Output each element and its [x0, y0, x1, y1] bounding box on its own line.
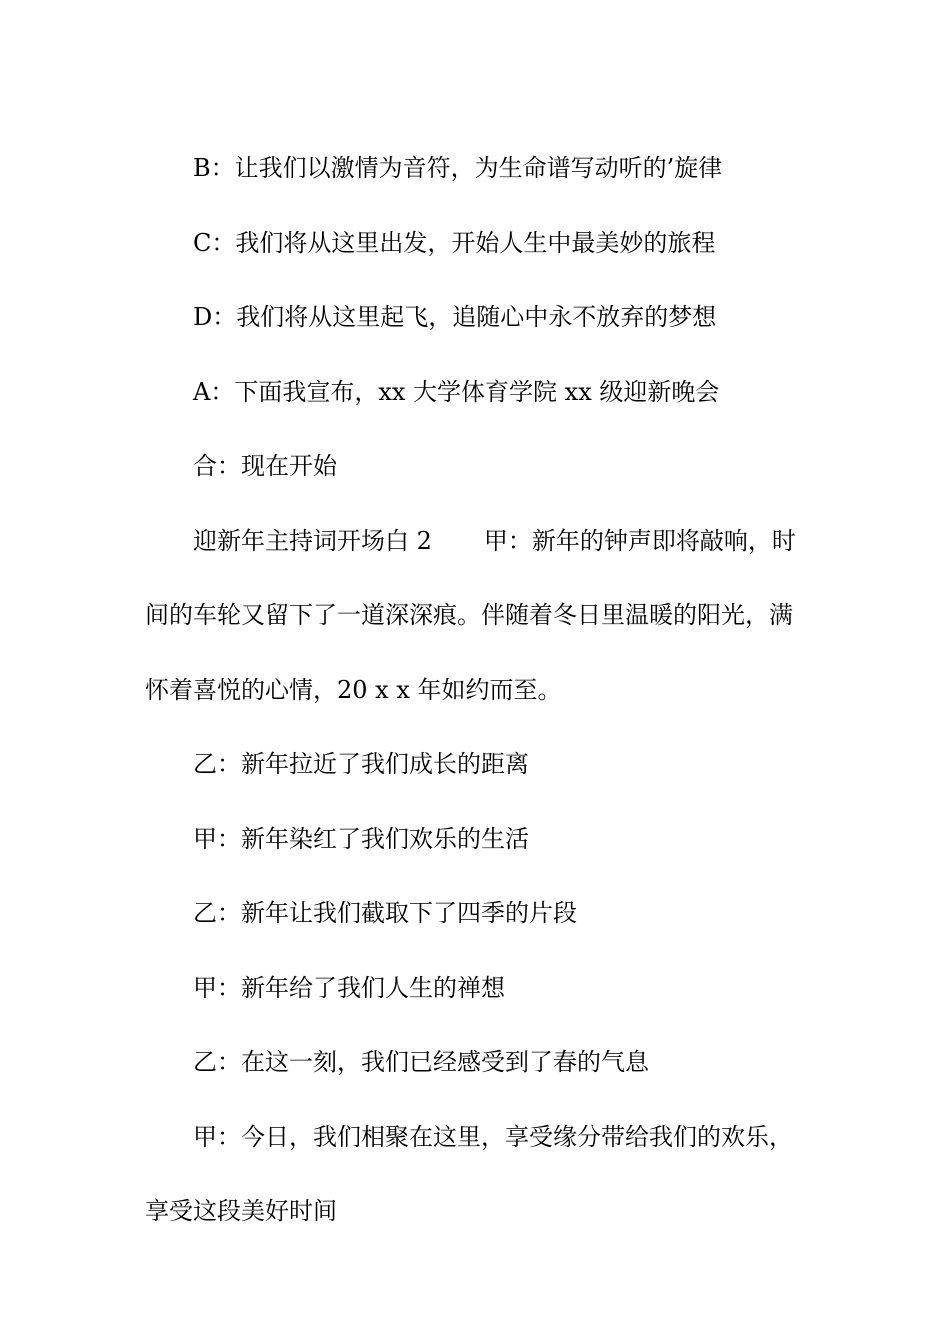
paragraph-d-line: D：我们将从这里起飞，追随心中永不放弃的梦想: [193, 303, 717, 331]
paragraph-b-line: B：让我们以激情为音符，为生命谱写动听的’旋律: [193, 154, 723, 182]
paragraph-yi-2: 乙：新年让我们截取下了四季的片段: [193, 899, 577, 927]
paragraph-yi-1: 乙：新年拉近了我们成长的距离: [193, 750, 529, 778]
paragraph-together-line: 合：现在开始: [193, 452, 337, 480]
paragraph-yi-3: 乙：在这一刻，我们已经感受到了春的气息: [193, 1048, 649, 1076]
document-body: [145, 131, 810, 1249]
paragraph-c-line: C：我们将从这里出发，开始人生中最美妙的旅程: [193, 228, 716, 257]
section-heading: 迎新年主持词开场白 2: [193, 526, 432, 555]
section-first-text: 甲：新年的钟声即将敲响，时间的车轮又留下了一道深深痕。伴随着冬日里温暖的阳光，满怀着喜悦的心情，20 x x 年如约而至。: [145, 526, 796, 704]
section-paragraph: [145, 504, 810, 728]
paragraph-jia-2: 甲：新年给了我们人生的禅想: [193, 973, 505, 1002]
paragraph-jia-3: 甲：今日，我们相聚在这里，享受缘分带给我们的欢乐，享受这段美好时间: [145, 1122, 793, 1225]
paragraph-a-line: A：下面我宣布，xx 大学体育学院 xx 级迎新晚会: [193, 377, 720, 406]
paragraph-jia-1: 甲：新年染红了我们欢乐的生活: [193, 824, 529, 853]
